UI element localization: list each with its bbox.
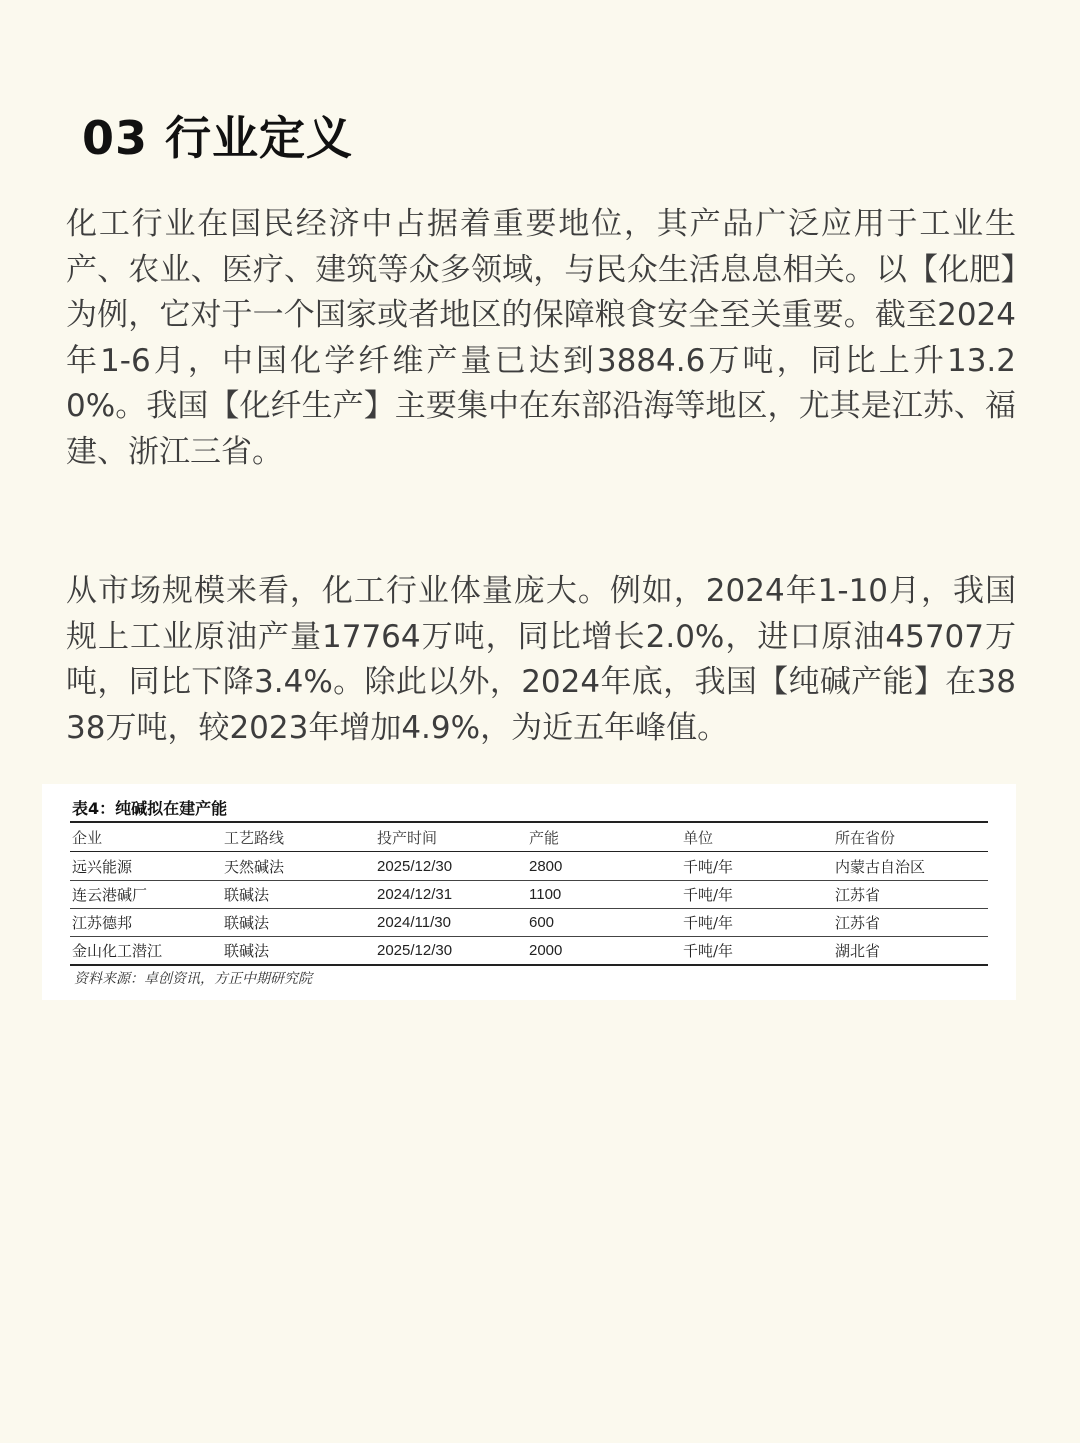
table-header-row: [70, 823, 988, 852]
header-capacity: 产能: [529, 828, 560, 847]
soda-ash-capacity-table-image: [42, 784, 1016, 1000]
market-scale-paragraph: 从市场规模来看，化工行业体量庞大。例如，2024年1-10月，我国规上工业原油产量17764万吨，同比增长2.0%，进口原油45707万吨，同比下降3.4%。除此以外，2024年底，我国【纯碱产能】在3838万吨，较2023年增加4.9%，为近五年峰值。: [66, 573, 1016, 746]
cell-capacity: 2000: [529, 942, 563, 959]
capacity-table: [70, 821, 988, 966]
cell-province: 江苏省: [835, 914, 881, 932]
header-start-date: 投产时间: [377, 828, 438, 847]
cell-start-date: 2024/11/30: [377, 914, 451, 931]
cell-process: 天然碱法: [224, 857, 285, 876]
cell-process: 联碱法: [224, 942, 270, 960]
cell-province: 内蒙古自治区: [835, 857, 926, 876]
intro-paragraph: 化工行业在国民经济中占据着重要地位，其产品广泛应用于工业生产、农业、医疗、建筑等众多领域，与民众生活息息相关。以【化肥】为例，它对于一个国家或者地区的保障粮食安全至关重要。截至2024年1-6月，中国化学纤维产量已达到3884.6万吨，同比上升13.20%。我国【化纤生产】主要集中在东部沿海等地区，尤其是江苏、福建、浙江三省。: [66, 206, 1016, 470]
table-row: [70, 908, 988, 936]
cell-company: 远兴能源: [72, 857, 133, 876]
cell-process: 联碱法: [224, 914, 270, 932]
cell-start-date: 2024/12/31: [377, 886, 453, 903]
cell-unit: 千吨/年: [683, 857, 734, 876]
cell-company: 连云港碱厂: [72, 886, 148, 904]
cell-unit: 千吨/年: [683, 886, 734, 904]
cell-company: 江苏德邦: [72, 914, 133, 932]
table-row: [70, 936, 988, 964]
header-unit: 单位: [683, 828, 714, 847]
cell-unit: 千吨/年: [683, 942, 734, 960]
table-row: [70, 880, 988, 908]
cell-company: 金山化工潜江: [72, 942, 163, 960]
table-source-note: 资料来源：卓创资讯，方正中期研究院: [74, 971, 312, 987]
section-heading: 03 行业定义: [82, 111, 354, 165]
cell-province: 江苏省: [835, 886, 881, 904]
cell-capacity: 1100: [529, 886, 562, 903]
cell-process: 联碱法: [224, 886, 270, 904]
cell-capacity: 600: [529, 914, 555, 931]
cell-province: 湖北省: [835, 942, 881, 960]
cell-unit: 千吨/年: [683, 914, 734, 932]
header-process: 工艺路线: [224, 828, 285, 847]
header-province: 所在省份: [835, 828, 896, 847]
header-company: 企业: [72, 828, 103, 847]
table-title: 表4：纯碱拟在建产能: [72, 799, 228, 818]
cell-start-date: 2025/12/30: [377, 942, 453, 959]
cell-start-date: 2025/12/30: [377, 857, 453, 875]
cell-capacity: 2800: [529, 857, 563, 875]
table-row: [70, 852, 988, 880]
